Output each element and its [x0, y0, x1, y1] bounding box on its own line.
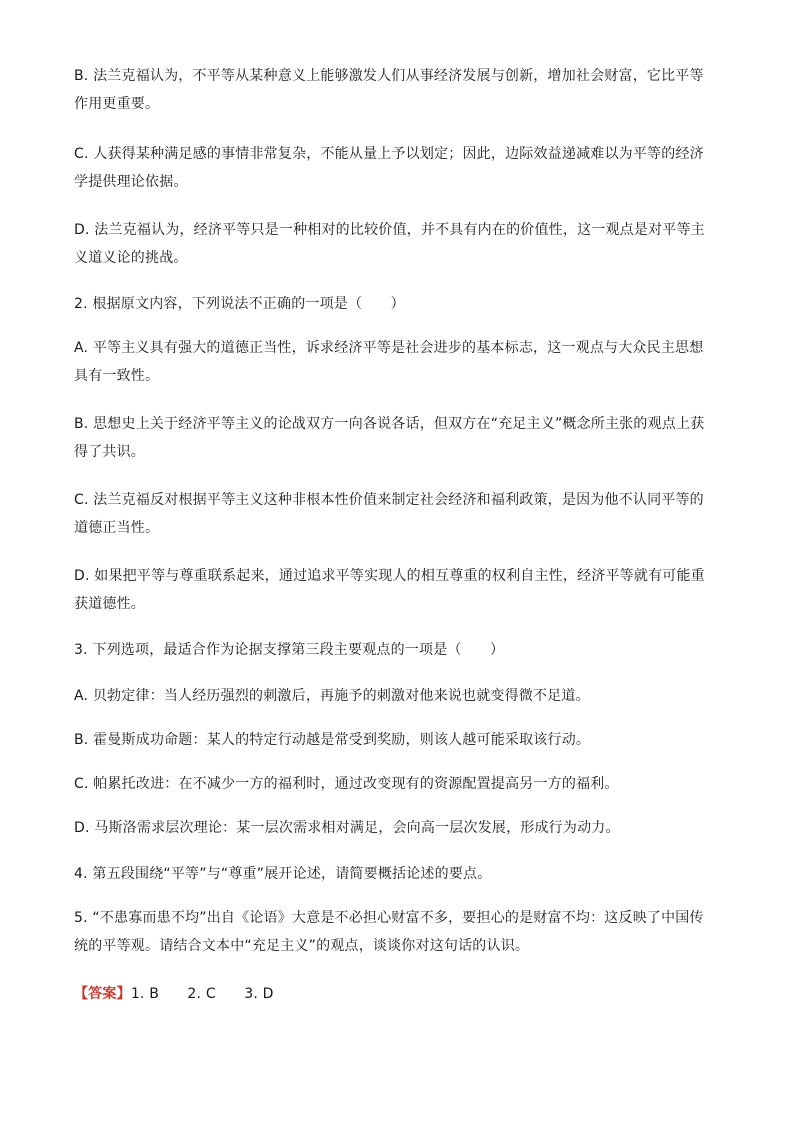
q1-option-b: B. 法兰克福认为，不平等从某种意义上能够激发人们从事经济发展与创新，增加社会财富，它比平等作用更重要。	[74, 68, 704, 112]
q2-option-a: A. 平等主义具有强大的道德正当性，诉求经济平等是社会进步的基本标志，这一观点与大众民主思想具有一致性。	[74, 340, 704, 384]
q3-option-b: B. 霍曼斯成功命题：某人的特定行动越是常受到奖励，则该人越可能采取该行动。	[74, 732, 591, 748]
q3-option-c: C. 帕累托改进：在不减少一方的福利时，通过改变现有的资源配置提高另一方的福利。	[74, 776, 619, 792]
answer-tag: 【答案】	[74, 986, 131, 1002]
q1-option-c: C. 人获得某种满足感的事情非常复杂，不能从量上予以划定；因此，边际效益递减难以为平等的经济学提供理论依据。	[74, 146, 704, 190]
q3-option-a: A. 贝勃定律：当人经历强烈的刺激后，再施予的刺激对他来说也就变得微不足道。	[74, 688, 590, 704]
q2-option-b: B. 思想史上关于经济平等主义的论战双方一向各说各话，但双方在“充足主义”概念所主张的观点上获得了共识。	[74, 416, 705, 460]
q3-option-d: D. 马斯洛需求层次理论：某一层次需求相对满足，会向高一层次发展，形成行为动力。	[74, 820, 620, 836]
q1-option-d: D. 法兰克福认为，经济平等只是一种相对的比较价值，并不具有内在的价值性，这一观点是对平等主义道义论的挑战。	[74, 222, 705, 266]
q2-option-c: C. 法兰克福反对根据平等主义这种非根本性价值来制定社会经济和福利政策，是因为他不认同平等的道德正当性。	[74, 492, 704, 536]
question-2-stem: 2. 根据原文内容，下列说法不正确的一项是（ ）	[74, 296, 405, 312]
q2-option-d: D. 如果把平等与尊重联系起来，通过追求平等实现人的相互尊重的权利自主性，经济平等就有可能重获道德性。	[74, 568, 705, 612]
answer-text: 1. B 2. C 3. D	[130, 986, 274, 1002]
answer-line	[74, 980, 714, 1008]
question-5: 5. “不患寡而患不均”出自《论语》大意是不必担心财富不多，要担心的是财富不均：这反映了中国传统的平等观。请结合文本中“充足主义”的观点，谈谈你对这句话的认识。	[74, 910, 704, 954]
question-4: 4. 第五段围绕“平等”与“尊重”展开论述，请简要概括论述的要点。	[74, 866, 492, 882]
question-3-stem: 3. 下列选项，最适合作为论据支撑第三段主要观点的一项是（ ）	[74, 642, 505, 658]
